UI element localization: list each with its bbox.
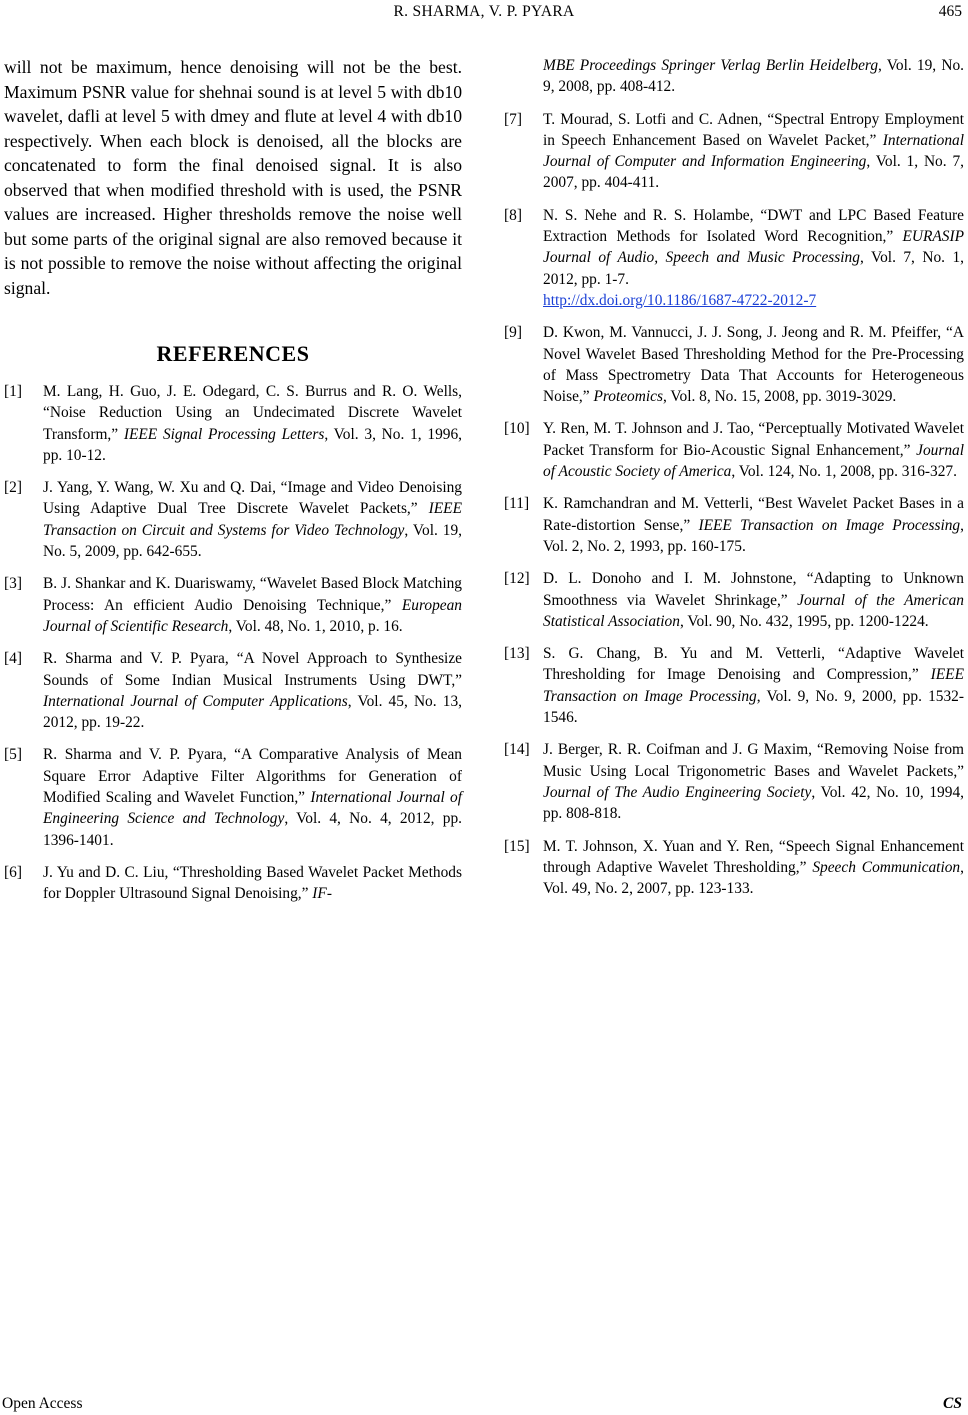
footer-journal-mark: CS	[943, 1395, 962, 1412]
reference-item	[504, 322, 964, 407]
reference-doi-link[interactable]: http://dx.doi.org/10.1186/1687-4722-2012-7	[543, 291, 817, 309]
reference-number: [13]	[504, 645, 530, 663]
references-list-left	[4, 381, 462, 905]
reference-6-continuation	[504, 55, 964, 98]
reference-authors-title: D. L. Donoho and I. M. Johnstone, “Adapting to Unknown Smoothness via Wavelet Shrinkage,”	[543, 570, 964, 609]
running-head-authors: R. SHARMA, V. P. PYARA	[393, 3, 575, 20]
reference-details: , Vol. 3, No. 1, 1996, pp. 10-12.	[43, 425, 463, 464]
reference-details: , Vol. 8, No. 15, 2008, pp. 3019-3029.	[662, 388, 897, 406]
reference-journal: International Journal of Computer and Information Engineering	[543, 131, 964, 171]
reference-authors-title: J. Berger, R. R. Coifman and J. G Maxim, “Removing Noise from Music Using Local Trigonometric Bases and Wavelet Packets,”	[543, 741, 964, 780]
reference-item	[504, 739, 964, 824]
reference-item	[4, 862, 462, 905]
reference-details: , Vol. 1, No. 7, 2007, pp. 404-411.	[543, 153, 964, 192]
reference-item	[4, 744, 462, 850]
reference-item	[504, 643, 964, 728]
reference-details: , Vol. 2, No. 2, 1993, pp. 160-175.	[543, 516, 964, 555]
reference-details: , Vol. 45, No. 13, 2012, pp. 19-22.	[43, 692, 462, 732]
reference-authors-title: M. Lang, H. Guo, J. E. Odegard, C. S. Burrus and R. O. Wells, “Noise Reduction Using an Undecimated Discrete Wavelet Transform,”	[43, 383, 462, 443]
reference-authors-title: J. Yu and D. C. Liu, “Thresholding Based Wavelet Packet Methods for Doppler Ultrasound Signal Denoising,”	[43, 863, 462, 903]
reference-journal: IEEE Transaction on Image Processing	[543, 666, 964, 705]
body-paragraph: will not be maximum, hence denoising will not be the best. Maximum PSNR value for shehnai sound is at level 5 with db10 wavelet, dafli at level 5 with dmey and flute at level 4 with db10 respectively. When each block is denoised, all the blocks are concatenated to form the final denoised signal. It is also observed that when modified threshold with is used, the PSNR values are increased. Higher thresholds remove the noise well but some parts of the original signal are also removed because it is not possible to remove the noise without affecting the original signal.	[4, 57, 462, 298]
page-number: 465	[938, 3, 962, 20]
reference-item	[504, 205, 964, 311]
reference-number: [11]	[504, 495, 530, 513]
reference-journal: Proteomics	[593, 388, 663, 406]
reference-number: [14]	[504, 741, 530, 759]
reference-authors-title: B. J. Shankar and K. Duariswamy, “Wavelet Based Block Matching Process: An efficient Audio Denoising Technique,”	[43, 575, 462, 614]
reference-item	[504, 836, 964, 900]
reference-details: , Vol. 4, No. 4, 2012, pp. 1396-1401.	[43, 810, 463, 849]
reference-number: [7]	[504, 110, 522, 128]
reference-details: , Vol. 49, No. 2, 2007, pp. 123-133.	[543, 858, 964, 898]
reference-number: [2]	[4, 479, 22, 497]
reference-journal: IEEE Signal Processing Letters	[123, 425, 325, 443]
reference-number: [5]	[4, 746, 22, 764]
reference-journal: European Journal of Scientific Research	[43, 596, 462, 635]
reference-journal: Journal of Acoustic Society of America	[543, 441, 964, 481]
reference-authors-title: J. Yang, Y. Wang, W. Xu and Q. Dai, “Image and Video Denoising Using Adaptive Dual Tree Discrete Wavelet Packets,”	[43, 479, 462, 518]
right-column	[504, 55, 964, 910]
footer-open-access: Open Access	[2, 1395, 83, 1412]
reference-journal: Journal of The Audio Engineering Society	[543, 783, 812, 801]
reference-authors-title: R. Sharma and V. P. Pyara, “A Comparative Analysis of Mean Square Error Adaptive Filter Algorithms for Generation of Modified Scaling and Wavelet Function,”	[43, 746, 462, 807]
reference-number: [6]	[4, 863, 22, 881]
page-header	[0, 0, 968, 26]
reference-item	[504, 493, 964, 557]
reference-details: , Vol. 7, No. 1, 2012, pp. 1-7.	[543, 249, 964, 288]
reference-number: [1]	[4, 383, 22, 400]
reference-authors-title: T. Mourad, S. Lotfi and C. Adnen, “Spectral Entropy Employment in Speech Enhancement Based on Wavelet Packet,”	[543, 110, 964, 149]
reference-journal: IEEE Transaction on Circuit and Systems for Video Technology	[43, 500, 462, 539]
reference-item	[504, 418, 964, 482]
reference-number: [12]	[504, 570, 530, 588]
reference-authors-title: N. S. Nehe and R. S. Holambe, “DWT and LPC Based Feature Extraction Methods for Isolated Word Recognition,”	[543, 206, 964, 246]
reference-details: , Vol. 19, No. 9, 2008, pp. 408-412.	[543, 57, 964, 96]
reference-number: [8]	[504, 206, 522, 224]
reference-item	[504, 109, 964, 194]
reference-details: , Vol. 90, No. 432, 1995, pp. 1200-1224.	[679, 612, 929, 630]
reference-authors-title: S. G. Chang, B. Yu and M. Vetterli, “Adaptive Wavelet Thresholding for Image Denoising and Compression,”	[543, 645, 964, 684]
reference-item	[4, 648, 462, 733]
reference-number: [10]	[504, 420, 530, 438]
reference-authors-title: Y. Ren, M. T. Johnson and J. Tao, “Perceptually Motivated Wavelet Packet Transform for Bio-Acoustic Signal Enhancement,”	[543, 420, 964, 459]
reference-authors-title: D. Kwon, M. Vannucci, J. J. Song, J. Jeong and R. M. Pfeiffer, “A Novel Wavelet Based Thresholding Method for the Pre-Processing of Mass Spectrometry Data That Accounts for Heterogeneous Noise,”	[543, 324, 964, 406]
reference-journal: Speech Communication	[812, 858, 961, 876]
reference-number: [15]	[504, 837, 530, 855]
left-column	[4, 55, 462, 916]
reference-journal: IEEE Transaction on Image Processing	[698, 516, 961, 534]
references-heading: REFERENCES	[156, 341, 310, 366]
reference-authors-title: M. T. Johnson, X. Yuan and Y. Ren, “Speech Signal Enhancement through Adaptive Wavelet Thresholding,”	[543, 837, 964, 876]
reference-item	[4, 477, 462, 562]
reference-item	[504, 568, 964, 632]
reference-details: , Vol. 48, No. 1, 2010, p. 16.	[228, 617, 403, 635]
reference-item	[4, 381, 462, 466]
reference-authors-title: K. Ramchandran and M. Vetterli, “Best Wavelet Packet Bases in a Rate-distortion Sense,”	[543, 495, 964, 534]
reference-journal: MBE Proceedings Springer Verlag Berlin Heidelberg	[543, 57, 879, 74]
reference-item	[4, 573, 462, 637]
reference-journal: EURASIP Journal of Audio, Speech and Music Processing	[543, 228, 964, 267]
reference-number: [4]	[4, 650, 22, 668]
reference-details: , Vol. 42, No. 10, 1994, pp. 808-818.	[543, 783, 964, 823]
reference-journal: International Journal of Computer Applications	[43, 692, 348, 710]
reference-number: [3]	[4, 575, 22, 593]
reference-details: , Vol. 9, No. 9, 2000, pp. 1532-1546.	[543, 687, 964, 727]
reference-authors-title: R. Sharma and V. P. Pyara, “A Novel Approach to Synthesize Sounds of Some Indian Musical Instruments Using DWT,”	[43, 650, 462, 689]
reference-journal: Journal of the American Statistical Association	[543, 591, 964, 630]
reference-journal: International Journal of Engineering Science and Technology	[43, 789, 462, 828]
reference-number: [9]	[504, 324, 522, 342]
page-footer	[0, 1392, 968, 1414]
reference-details: , Vol. 19, No. 5, 2009, pp. 642-655.	[43, 521, 462, 561]
references-list-right	[504, 109, 964, 900]
reference-details: , Vol. 124, No. 1, 2008, pp. 316-327.	[731, 463, 957, 481]
reference-journal: IF-	[312, 885, 332, 903]
